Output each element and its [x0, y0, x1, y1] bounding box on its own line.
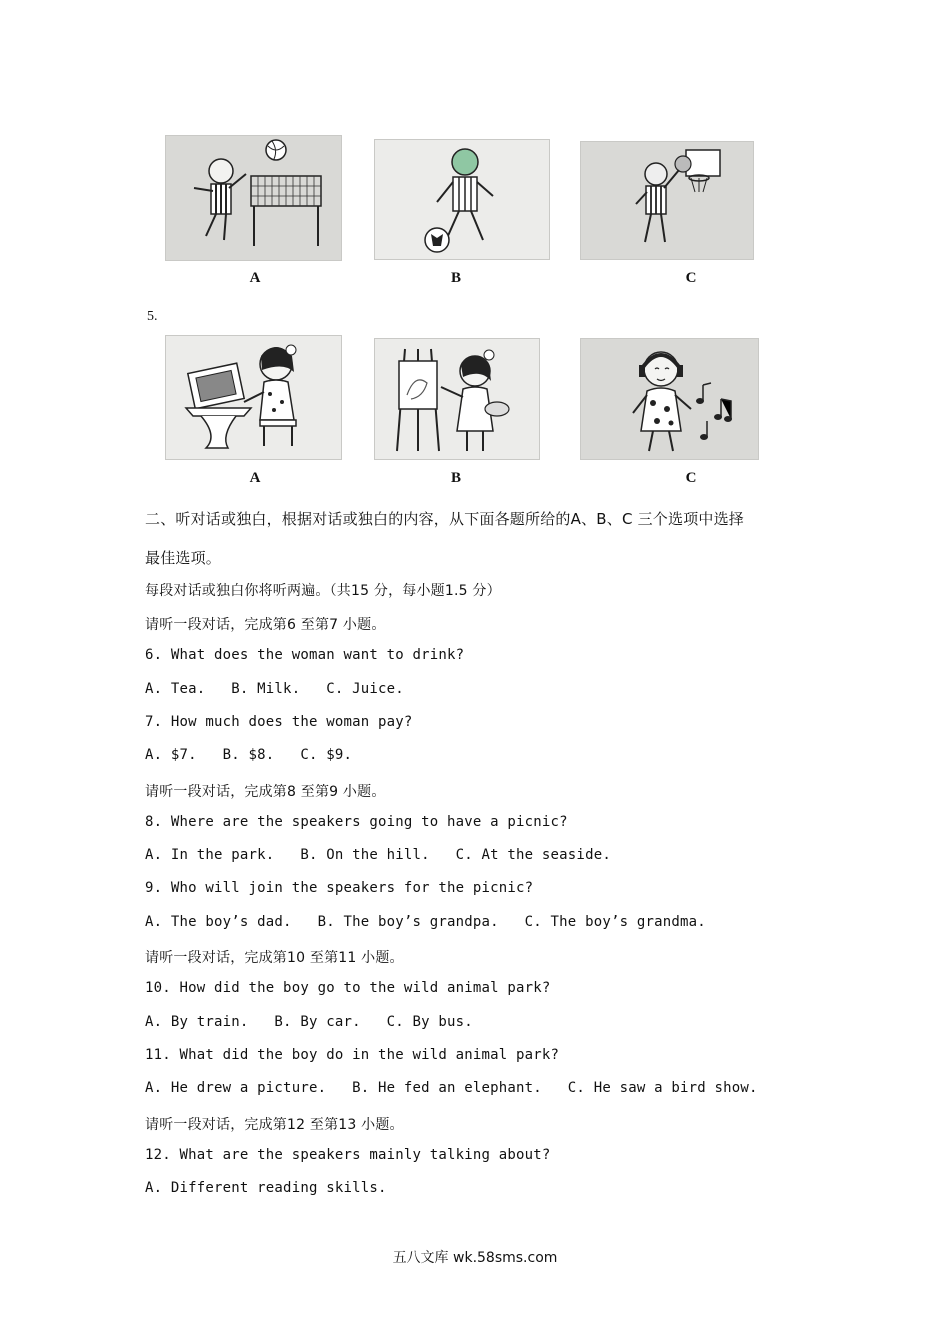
girl-painting-icon: [375, 339, 539, 459]
question-text: 10. How did the boy go to the wild animal park?: [145, 980, 551, 996]
answer-options: A. He drew a picture. B. He fed an elephant. C. He saw a bird show.: [145, 1080, 758, 1096]
q4-option-c-label: C: [685, 270, 697, 286]
q5-option-a-picture: [165, 335, 342, 460]
section-prompt: 请听一段对话，完成第6 至第7 小题。: [145, 617, 386, 633]
q4-option-a-picture: [165, 135, 342, 261]
section-prompt: 请听一段对话，完成第12 至第13 小题。: [145, 1117, 404, 1133]
q4-option-c-picture: [580, 141, 754, 260]
q4-option-b-picture: [374, 139, 550, 260]
section2-instructions-line3: 每段对话或独白你将听两遍。（共15 分，每小题1.5 分）: [145, 583, 501, 599]
q5-option-c-label: C: [685, 470, 697, 486]
answer-options: A. By train. B. By car. C. By bus.: [145, 1014, 473, 1030]
q5-option-b-label: B: [450, 470, 461, 486]
question-text: 9. Who will join the speakers for the picnic?: [145, 880, 534, 896]
q4-option-b-label: B: [450, 270, 461, 286]
answer-options: A. In the park. B. On the hill. C. At the seaside.: [145, 847, 611, 863]
basketball-player-icon: [581, 142, 753, 259]
footer-watermark: 五八文库 wk.58sms.com: [392, 1250, 558, 1266]
answer-options: A. Tea. B. Milk. C. Juice.: [145, 681, 404, 697]
section-prompt: 请听一段对话，完成第10 至第11 小题。: [145, 950, 404, 966]
question-text: 8. Where are the speakers going to have a picnic?: [145, 814, 568, 830]
girl-computer-icon: [166, 336, 341, 459]
section2-instructions-line2: 最佳选项。: [145, 549, 222, 567]
answer-options: A. The boy’s dad. B. The boy’s grandpa. C. The boy’s grandma.: [145, 914, 706, 930]
question-text: 11. What did the boy do in the wild animal park?: [145, 1047, 560, 1063]
q5-option-c-picture: [580, 338, 759, 460]
soccer-player-icon: [375, 140, 549, 259]
q4-option-a-label: A: [249, 270, 261, 286]
volleyball-player-icon: [166, 136, 341, 260]
question-text: 12. What are the speakers mainly talking about?: [145, 1147, 551, 1163]
section2-instructions-line1: 二、听对话或独白，根据对话或独白的内容，从下面各题所给的A、B、C 三个选项中选择: [145, 510, 744, 528]
section-prompt: 请听一段对话，完成第8 至第9 小题。: [145, 784, 386, 800]
question-text: 6. What does the woman want to drink?: [145, 647, 465, 663]
answer-options: A. Different reading skills.: [145, 1180, 387, 1196]
answer-options: A. $7. B. $8. C. $9.: [145, 747, 353, 763]
q5-option-a-label: A: [249, 470, 261, 486]
q5-number: 5.: [147, 309, 158, 324]
question-text: 7. How much does the woman pay?: [145, 714, 413, 730]
q5-option-b-picture: [374, 338, 540, 460]
girl-music-icon: [581, 339, 758, 459]
